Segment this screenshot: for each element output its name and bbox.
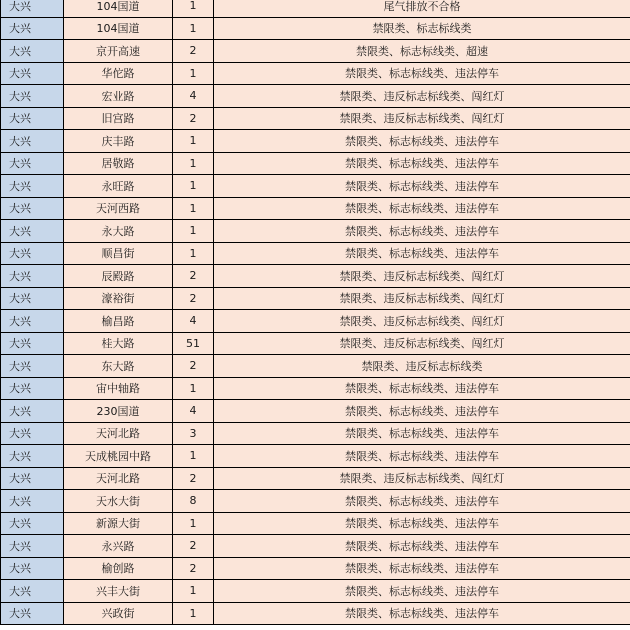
road-cell: 东大路 [64, 355, 173, 378]
district-cell: 大兴 [1, 197, 64, 220]
violation-type-cell: 尾气排放不合格 [214, 0, 630, 17]
violation-type-cell: 禁限类、标志标线类、违法停车 [214, 422, 630, 445]
district-cell: 大兴 [1, 152, 64, 175]
table-row [1, 197, 630, 220]
count-cell: 1 [173, 17, 214, 40]
district-cell: 大兴 [1, 0, 64, 17]
violation-type-cell: 禁限类、标志标线类、超速 [214, 40, 630, 63]
table-row [1, 332, 630, 355]
road-cell: 230国道 [64, 400, 173, 423]
violation-type-cell: 禁限类、标志标线类、违法停车 [214, 400, 630, 423]
violation-type-cell: 禁限类、标志标线类、违法停车 [214, 535, 630, 558]
count-cell: 1 [173, 220, 214, 243]
violation-type-cell: 禁限类、违反标志标线类、闯红灯 [214, 85, 630, 108]
road-cell: 天河北路 [64, 422, 173, 445]
violation-type-cell: 禁限类、违反标志标线类、闯红灯 [214, 310, 630, 333]
table-row [1, 152, 630, 175]
count-cell: 2 [173, 467, 214, 490]
road-cell: 榆创路 [64, 557, 173, 580]
district-cell: 大兴 [1, 62, 64, 85]
table-row [1, 535, 630, 558]
count-cell: 1 [173, 62, 214, 85]
violation-type-cell: 禁限类、标志标线类 [214, 17, 630, 40]
violation-type-cell: 禁限类、标志标线类、违法停车 [214, 197, 630, 220]
table-row [1, 0, 630, 17]
road-cell: 永旺路 [64, 175, 173, 198]
district-cell: 大兴 [1, 400, 64, 423]
count-cell: 1 [173, 602, 214, 625]
road-cell: 顺昌街 [64, 242, 173, 265]
violation-type-cell: 禁限类、违反标志标线类 [214, 355, 630, 378]
table-row [1, 445, 630, 468]
district-cell: 大兴 [1, 310, 64, 333]
road-cell: 桂大路 [64, 332, 173, 355]
table-row [1, 40, 630, 63]
violation-type-cell: 禁限类、标志标线类、违法停车 [214, 242, 630, 265]
violation-type-cell: 禁限类、标志标线类、违法停车 [214, 62, 630, 85]
road-cell: 宏业路 [64, 85, 173, 108]
district-cell: 大兴 [1, 17, 64, 40]
violation-type-cell: 禁限类、违反标志标线类、闯红灯 [214, 332, 630, 355]
violation-type-cell: 禁限类、标志标线类、违法停车 [214, 512, 630, 535]
count-cell: 2 [173, 265, 214, 288]
table-row [1, 265, 630, 288]
district-cell: 大兴 [1, 107, 64, 130]
count-cell: 1 [173, 130, 214, 153]
district-cell: 大兴 [1, 220, 64, 243]
violation-type-cell: 禁限类、标志标线类、违法停车 [214, 580, 630, 603]
table-row [1, 62, 630, 85]
count-cell: 8 [173, 490, 214, 513]
district-cell: 大兴 [1, 265, 64, 288]
count-cell: 2 [173, 535, 214, 558]
count-cell: 4 [173, 310, 214, 333]
road-cell: 华佗路 [64, 62, 173, 85]
road-cell: 京开高速 [64, 40, 173, 63]
table-row [1, 602, 630, 625]
count-cell: 2 [173, 287, 214, 310]
table-row [1, 400, 630, 423]
table-row [1, 422, 630, 445]
count-cell: 1 [173, 512, 214, 535]
district-cell: 大兴 [1, 512, 64, 535]
road-cell: 新源大街 [64, 512, 173, 535]
table-row [1, 557, 630, 580]
count-cell: 4 [173, 85, 214, 108]
district-cell: 大兴 [1, 490, 64, 513]
table-row [1, 107, 630, 130]
violation-type-cell: 禁限类、标志标线类、违法停车 [214, 130, 630, 153]
count-cell: 2 [173, 557, 214, 580]
count-cell: 4 [173, 400, 214, 423]
table-row [1, 490, 630, 513]
violation-type-cell: 禁限类、标志标线类、违法停车 [214, 490, 630, 513]
district-cell: 大兴 [1, 355, 64, 378]
count-cell: 51 [173, 332, 214, 355]
count-cell: 1 [173, 580, 214, 603]
district-cell: 大兴 [1, 287, 64, 310]
road-cell: 天河北路 [64, 467, 173, 490]
table-row [1, 130, 630, 153]
violation-type-cell: 禁限类、违反标志标线类、闯红灯 [214, 107, 630, 130]
road-cell: 榆昌路 [64, 310, 173, 333]
table-row [1, 377, 630, 400]
district-cell: 大兴 [1, 332, 64, 355]
table-row [1, 175, 630, 198]
count-cell: 1 [173, 445, 214, 468]
district-cell: 大兴 [1, 242, 64, 265]
count-cell: 1 [173, 197, 214, 220]
road-cell: 104国道 [64, 17, 173, 40]
district-cell: 大兴 [1, 40, 64, 63]
road-cell: 濠裕街 [64, 287, 173, 310]
road-cell: 辰殿路 [64, 265, 173, 288]
table-row [1, 467, 630, 490]
district-cell: 大兴 [1, 467, 64, 490]
table-row [1, 85, 630, 108]
road-cell: 天水大街 [64, 490, 173, 513]
district-cell: 大兴 [1, 85, 64, 108]
table-row [1, 17, 630, 40]
district-cell: 大兴 [1, 377, 64, 400]
count-cell: 1 [173, 175, 214, 198]
count-cell: 1 [173, 152, 214, 175]
table-row [1, 355, 630, 378]
district-cell: 大兴 [1, 445, 64, 468]
district-cell: 大兴 [1, 175, 64, 198]
violation-type-cell: 禁限类、标志标线类、违法停车 [214, 557, 630, 580]
violation-type-cell: 禁限类、标志标线类、违法停车 [214, 220, 630, 243]
table-row [1, 310, 630, 333]
road-cell: 永大路 [64, 220, 173, 243]
road-cell: 居敬路 [64, 152, 173, 175]
district-cell: 大兴 [1, 602, 64, 625]
violation-type-cell: 禁限类、违反标志标线类、闯红灯 [214, 287, 630, 310]
count-cell: 3 [173, 422, 214, 445]
violation-type-cell: 禁限类、标志标线类、违法停车 [214, 445, 630, 468]
table-row [1, 287, 630, 310]
violation-type-cell: 禁限类、违反标志标线类、闯红灯 [214, 265, 630, 288]
violation-type-cell: 禁限类、标志标线类、违法停车 [214, 377, 630, 400]
district-cell: 大兴 [1, 557, 64, 580]
table-row [1, 242, 630, 265]
count-cell: 2 [173, 40, 214, 63]
table-body [1, 0, 630, 625]
road-cell: 永兴路 [64, 535, 173, 558]
district-cell: 大兴 [1, 535, 64, 558]
table-row [1, 580, 630, 603]
district-cell: 大兴 [1, 422, 64, 445]
violation-type-cell: 禁限类、标志标线类、违法停车 [214, 175, 630, 198]
violation-type-cell: 禁限类、违反标志标线类、闯红灯 [214, 467, 630, 490]
count-cell: 1 [173, 0, 214, 17]
violation-type-cell: 禁限类、标志标线类、违法停车 [214, 602, 630, 625]
violation-type-cell: 禁限类、标志标线类、违法停车 [214, 152, 630, 175]
count-cell: 2 [173, 107, 214, 130]
count-cell: 1 [173, 377, 214, 400]
district-cell: 大兴 [1, 580, 64, 603]
road-cell: 天河西路 [64, 197, 173, 220]
road-cell: 104国道 [64, 0, 173, 17]
table-row [1, 220, 630, 243]
district-cell: 大兴 [1, 130, 64, 153]
road-cell: 天成桃园中路 [64, 445, 173, 468]
table-row [1, 512, 630, 535]
count-cell: 2 [173, 355, 214, 378]
road-cell: 兴丰大街 [64, 580, 173, 603]
road-cell: 兴政街 [64, 602, 173, 625]
road-cell: 旧宫路 [64, 107, 173, 130]
count-cell: 1 [173, 242, 214, 265]
road-cell: 庆丰路 [64, 130, 173, 153]
road-cell: 宙中轴路 [64, 377, 173, 400]
